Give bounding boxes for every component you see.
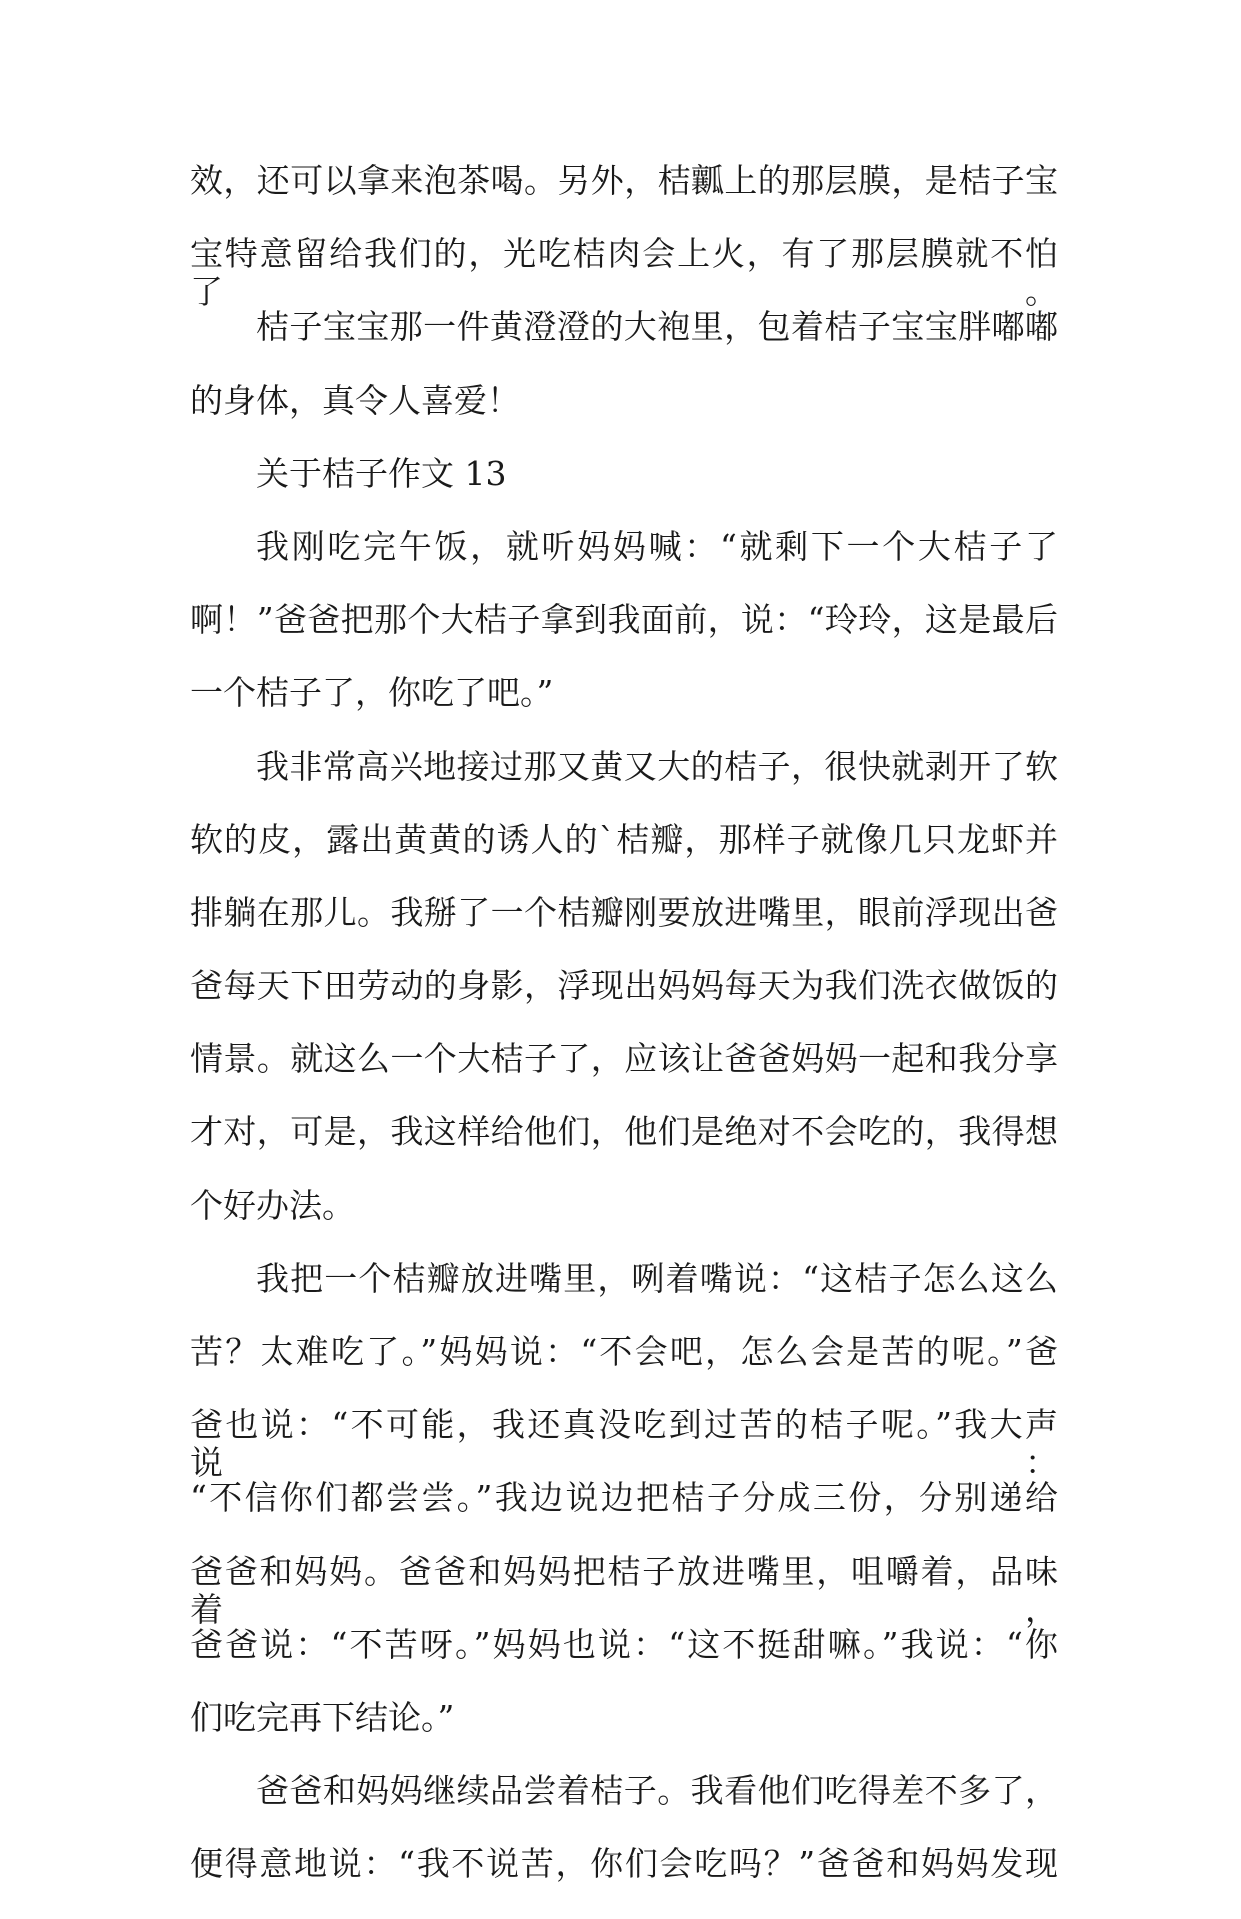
paragraph-end-line: 个好办法。: [190, 1185, 355, 1225]
paragraph-start-line: 我刚吃完午饭，就听妈妈喊：“就剩下一个大桔子了: [256, 526, 1058, 566]
paragraph-end-line: 们吃完再下结论。”: [190, 1697, 455, 1737]
essay-body: [190, 162, 1058, 1919]
text-line: 爸爸和妈妈。爸爸和妈妈把桔子放进嘴里，咀嚼着，品味着，: [190, 1551, 1058, 1629]
paragraph-start-line: 我把一个桔瓣放进嘴里，咧着嘴说：“这桔子怎么这么: [256, 1258, 1058, 1298]
text-line: 啊！”爸爸把那个大桔子拿到我面前，说：“玲玲，这是最后: [190, 600, 1058, 640]
text-line: 便得意地说：“我不说苦，你们会吃吗？”爸爸和妈妈发现: [190, 1844, 1058, 1884]
paragraph-start-line: 我非常高兴地接过那又黄又大的桔子，很快就剥开了软: [256, 746, 1058, 786]
text-line: 排躺在那儿。我掰了一个桔瓣刚要放进嘴里，眼前浮现出爸: [190, 892, 1058, 932]
text-line: 爸也说：“不可能，我还真没吃到过苦的桔子呢。”我大声说：: [190, 1405, 1058, 1483]
paragraph-end-line: 一个桔子了，你吃了吧。”: [190, 673, 554, 713]
text-line: 爸每天下田劳动的身影，浮现出妈妈每天为我们洗衣做饭的: [190, 966, 1058, 1006]
paragraph-end-line: 的身体，真令人喜爱！: [190, 380, 520, 420]
text-line: 爸爸说：“不苦呀。”妈妈也说：“这不挺甜嘛。”我说：“你: [190, 1624, 1058, 1664]
paragraph-start-line: 桔子宝宝那一件黄澄澄的大袍里，包着桔子宝宝胖嘟嘟: [256, 307, 1058, 347]
text-line: 才对，可是，我这样给他们，他们是绝对不会吃的，我得想: [190, 1112, 1058, 1152]
section-heading: 关于桔子作文 13: [256, 453, 507, 493]
text-line: 苦？太难吃了。”妈妈说：“不会吧，怎么会是苦的呢。”爸: [190, 1332, 1058, 1371]
text-line: “不信你们都尝尝。”我边说边把桔子分成三份，分别递给: [190, 1478, 1058, 1518]
text-line: 情景。就这么一个大桔子了，应该让爸爸妈妈一起和我分享: [190, 1039, 1058, 1079]
text-line: 宝特意留给我们的，光吃桔肉会上火，有了那层膜就不怕了。: [190, 234, 1058, 312]
text-line: 软的皮，露出黄黄的诱人的`桔瓣，那样子就像几只龙虾并: [190, 819, 1058, 859]
paragraph-start-line: 爸爸和妈妈继续品尝着桔子。我看他们吃得差不多了，: [256, 1771, 1058, 1811]
text-line: 效，还可以拿来泡茶喝。另外，桔瓤上的那层膜，是桔子宝: [190, 161, 1058, 200]
